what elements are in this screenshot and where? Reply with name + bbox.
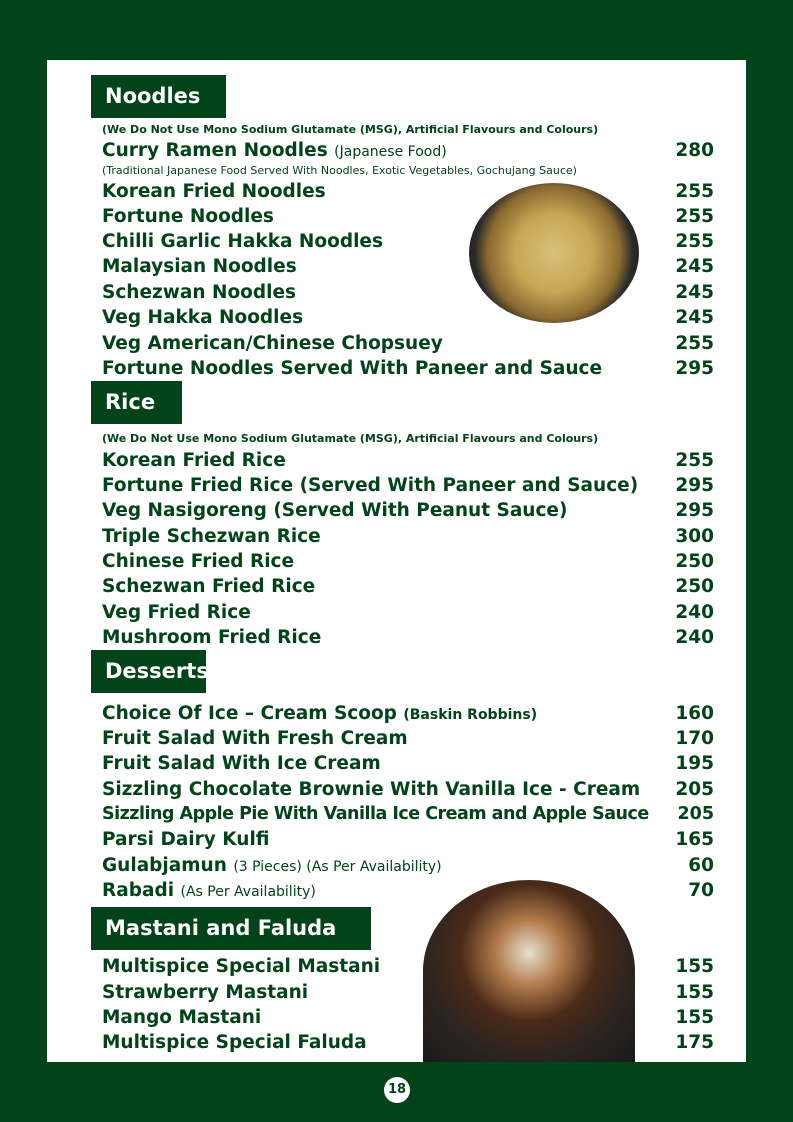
menu-item-chinese-fried-rice: Chinese Fried Rice 250 <box>102 551 714 572</box>
rice-section-header: Rice <box>91 381 182 424</box>
menu-item-fortune-noodles-paneer: Fortune Noodles Served With Paneer and Sauce 295 <box>102 358 714 379</box>
mastani-section-header: Mastani and Faluda <box>91 907 371 950</box>
menu-item-sizzling-apple-pie: Sizzling Apple Pie With Vanilla Ice Cream and Apple Sauce 205 <box>102 804 714 824</box>
menu-item-fortune-noodles: Fortune Noodles 255 <box>102 206 714 227</box>
rice-msg-note: (We Do Not Use Mono Sodium Glutamate (MSG), Artificial Flavours and Colours) <box>102 432 599 445</box>
noodles-section-header: Noodles <box>91 75 226 118</box>
menu-item-korean-fried-noodles: Korean Fried Noodles 255 <box>102 181 714 202</box>
menu-item-strawberry-mastani: Strawberry Mastani 155 <box>102 982 714 1003</box>
menu-item-triple-schezwan-rice: Triple Schezwan Rice 300 <box>102 526 714 547</box>
menu-item-fruit-salad-fresh-cream: Fruit Salad With Fresh Cream 170 <box>102 728 714 749</box>
menu-item-curry-ramen-noodles: Curry Ramen Noodles (Japanese Food) 280 <box>102 140 714 161</box>
menu-item-multispice-special-mastani: Multispice Special Mastani 155 <box>102 956 714 977</box>
page-number: 18 <box>384 1077 410 1103</box>
menu-item-korean-fried-rice: Korean Fried Rice 255 <box>102 450 714 471</box>
menu-item-rabadi: Rabadi (As Per Availability) 70 <box>102 880 714 901</box>
menu-item-sizzling-chocolate-brownie: Sizzling Chocolate Brownie With Vanilla Ice - Cream 205 <box>102 779 714 800</box>
menu-item-fortune-fried-rice: Fortune Fried Rice (Served With Paneer and Sauce) 295 <box>102 475 714 496</box>
menu-item-multispice-special-faluda: Multispice Special Faluda 175 <box>102 1032 714 1053</box>
menu-item-veg-american-chinese-chopsuey: Veg American/Chinese Chopsuey 255 <box>102 333 714 354</box>
menu-item-mango-mastani: Mango Mastani 155 <box>102 1007 714 1028</box>
menu-page <box>47 60 746 1062</box>
menu-item-parsi-dairy-kulfi: Parsi Dairy Kulfi 165 <box>102 829 714 850</box>
menu-item-schezwan-fried-rice: Schezwan Fried Rice 250 <box>102 576 714 597</box>
noodles-msg-note: (We Do Not Use Mono Sodium Glutamate (MSG), Artificial Flavours and Colours) <box>102 123 599 136</box>
menu-item-veg-fried-rice: Veg Fried Rice 240 <box>102 602 714 623</box>
menu-item-ice-cream-scoop: Choice Of Ice – Cream Scoop (Baskin Robbins) 160 <box>102 703 714 724</box>
menu-item-veg-hakka-noodles: Veg Hakka Noodles 245 <box>102 307 714 328</box>
menu-item-mushroom-fried-rice: Mushroom Fried Rice 240 <box>102 627 714 648</box>
ramen-description: (Traditional Japanese Food Served With Noodles, Exotic Vegetables, Gochujang Sauce) <box>102 164 577 177</box>
menu-item-gulabjamun: Gulabjamun (3 Pieces) (As Per Availability) 60 <box>102 855 714 876</box>
menu-item-malaysian-noodles: Malaysian Noodles 245 <box>102 256 714 277</box>
menu-item-fruit-salad-ice-cream: Fruit Salad With Ice Cream 195 <box>102 753 714 774</box>
desserts-section-header: Desserts <box>91 650 206 693</box>
menu-item-veg-nasigoreng: Veg Nasigoreng (Served With Peanut Sauce) 295 <box>102 500 714 521</box>
menu-item-chilli-garlic-hakka-noodles: Chilli Garlic Hakka Noodles 255 <box>102 231 714 252</box>
menu-item-schezwan-noodles: Schezwan Noodles 245 <box>102 282 714 303</box>
